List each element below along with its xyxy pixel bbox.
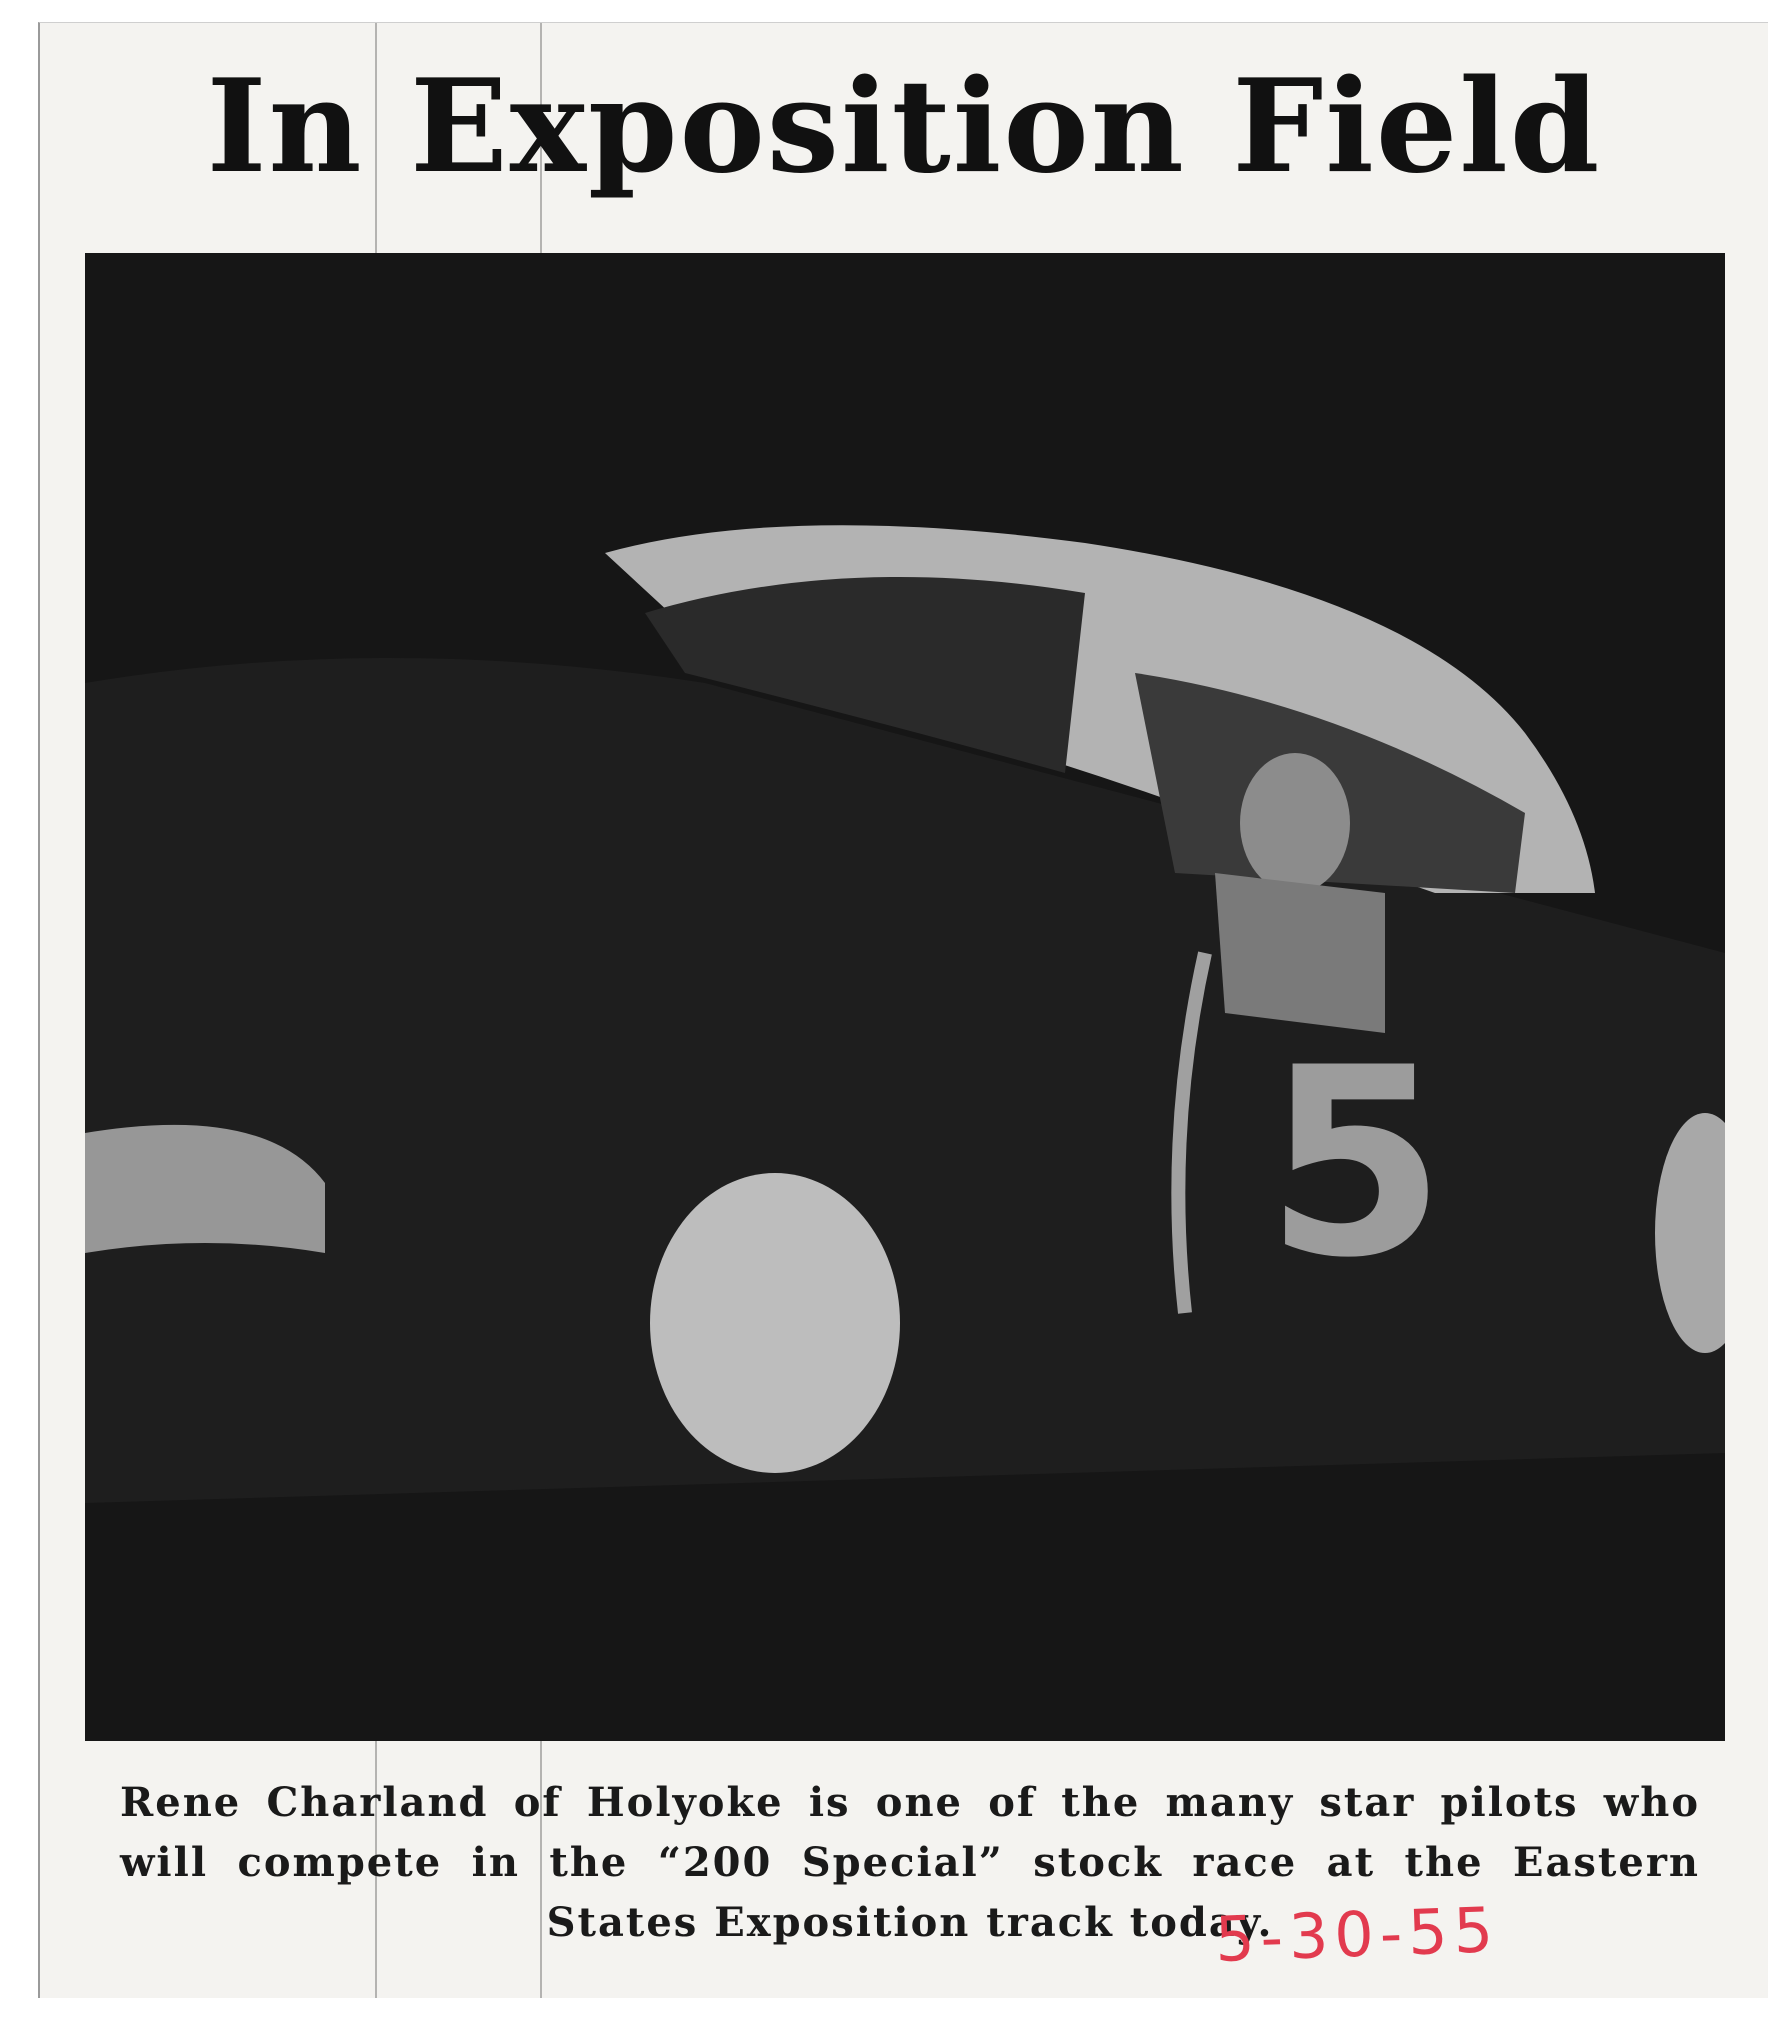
car-number: 5 bbox=[1265, 1013, 1446, 1315]
race-car-illustration bbox=[85, 253, 1725, 1741]
headline: In Exposition Field bbox=[206, 52, 1602, 202]
newspaper-clipping bbox=[38, 22, 1768, 1998]
photo-caption: Rene Charland of Holyoke is one of the many star pilots who will compete in the “200 Special” stock race at the Eastern States Exposition track today. bbox=[120, 1779, 1700, 1946]
race-car-photo bbox=[85, 253, 1725, 1741]
handwritten-date: 5-30-55 bbox=[1213, 1893, 1501, 1976]
